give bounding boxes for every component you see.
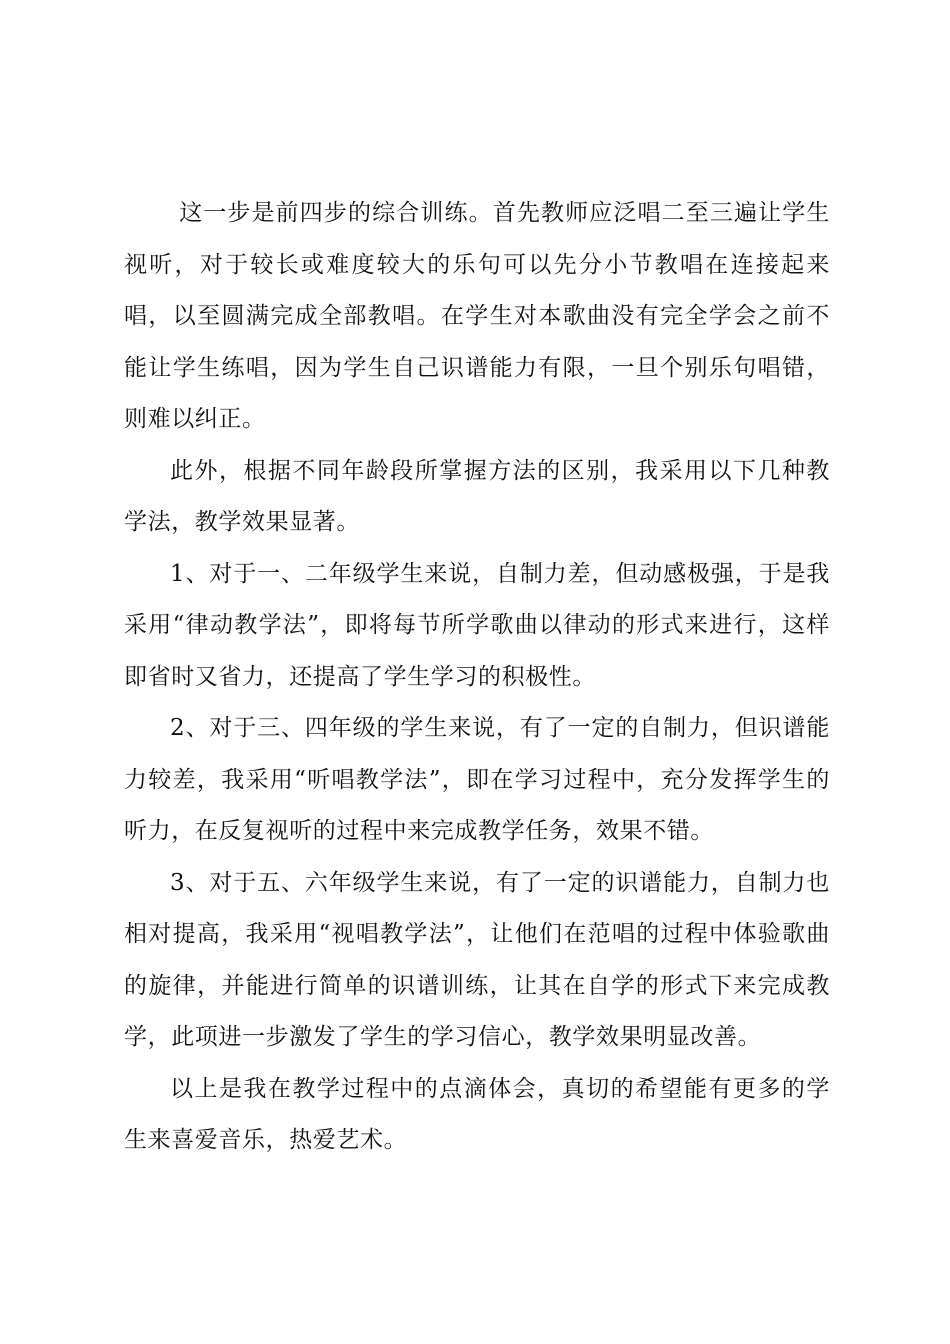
paragraph-2: 此外，根据不同年龄段所掌握方法的区别，我采用以下几种教学法，教学效果显著。: [124, 457, 830, 535]
paragraph-5: 3、对于五、六年级学生来说，有了一定的识谱能力，自制力也相对提高，我采用“视唱教学法”，让他们在范唱的过程中体验歌曲的旋律，并能进行简单的识谱训练，让其在自学的形式下来完成教学，此项进一步激发了学生的学习信心，教学效果明显改善。: [124, 869, 830, 1050]
document-body: [124, 188, 830, 1167]
paragraph-4: 2、对于三、四年级的学生来说，有了一定的自制力，但识谱能力较差，我采用“听唱教学法”，即在学习过程中，充分发挥学生的听力，在反复视听的过程中来完成教学任务，效果不错。: [124, 715, 830, 844]
paragraph-3: 1、对于一、二年级学生来说，自制力差，但动感极强，于是我采用“律动教学法”，即将每节所学歌曲以律动的形式来进行，这样即省时又省力，还提高了学生学习的积极性。: [124, 560, 830, 690]
paragraph-1: 这一步是前四步的综合训练。首先教师应泛唱二至三遍让学生视听，对于较长或难度较大的乐句可以先分小节教唱在连接起来唱，以至圆满完成全部教唱。在学生对本歌曲没有完全学会之前不能让学生练唱，因为学生自己识谱能力有限，一旦个别乐句唱错，则难以纠正。: [124, 200, 830, 432]
paragraph-6: 以上是我在教学过程中的点滴体会，真切的希望能有更多的学生来喜爱音乐，热爱艺术。: [124, 1075, 830, 1153]
